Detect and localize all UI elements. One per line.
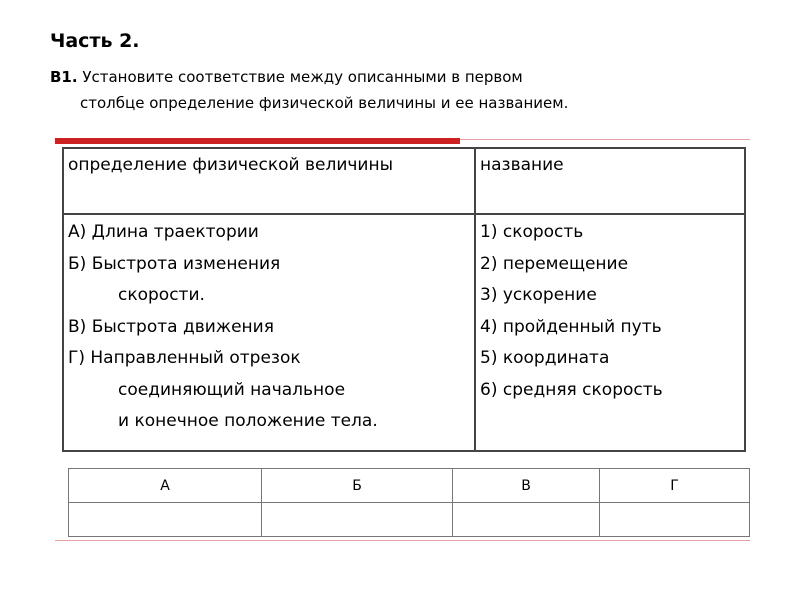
answer-table	[68, 468, 750, 537]
answer-cell-b[interactable]	[262, 503, 453, 537]
question-line-2: столбце определение физической величины и ее названием.	[80, 94, 569, 112]
matching-table	[62, 147, 746, 452]
question-number: В1.	[50, 68, 78, 86]
definition-item-g-cont-1: соединяющий начальное	[118, 379, 346, 400]
definitions-cell	[63, 214, 475, 451]
question-text	[50, 64, 750, 116]
name-item-4: 4) пройденный путь	[480, 316, 662, 337]
name-item-3: 3) ускорение	[480, 285, 597, 305]
definition-item-g: Г) Направленный отрезок	[68, 348, 301, 368]
name-column-header: название	[475, 148, 745, 214]
answer-header-a: А	[69, 469, 262, 503]
name-item-2: 2) перемещение	[480, 253, 629, 274]
answer-header-b: Б	[262, 469, 453, 503]
name-item-5: 5) координата	[480, 348, 610, 368]
name-item-6: 6) средняя скорость	[480, 379, 663, 400]
thin-accent-rule	[460, 139, 750, 140]
definition-column-header: определение физической величины	[63, 148, 475, 214]
answer-header-v: В	[453, 469, 600, 503]
definition-item-v: В) Быстрота движения	[68, 316, 274, 337]
section-title: Часть 2.	[50, 30, 140, 52]
answer-header-g: Г	[600, 469, 750, 503]
answer-cell-g[interactable]	[600, 503, 750, 537]
definition-item-a: А) Длина траектории	[68, 222, 259, 242]
answer-cell-a[interactable]	[69, 503, 262, 537]
definition-item-g-cont-2: и конечное положение тела.	[118, 411, 378, 431]
definition-item-b: Б) Быстрота изменения	[68, 253, 281, 274]
names-cell	[475, 214, 745, 451]
name-item-1: 1) скорость	[480, 222, 584, 242]
bottom-rule	[55, 540, 750, 541]
answer-cell-v[interactable]	[453, 503, 600, 537]
red-accent-rule	[55, 138, 460, 144]
definition-item-b-cont: скорости.	[118, 285, 205, 305]
question-line-1: Установите соответствие между описанными в первом	[82, 68, 523, 86]
